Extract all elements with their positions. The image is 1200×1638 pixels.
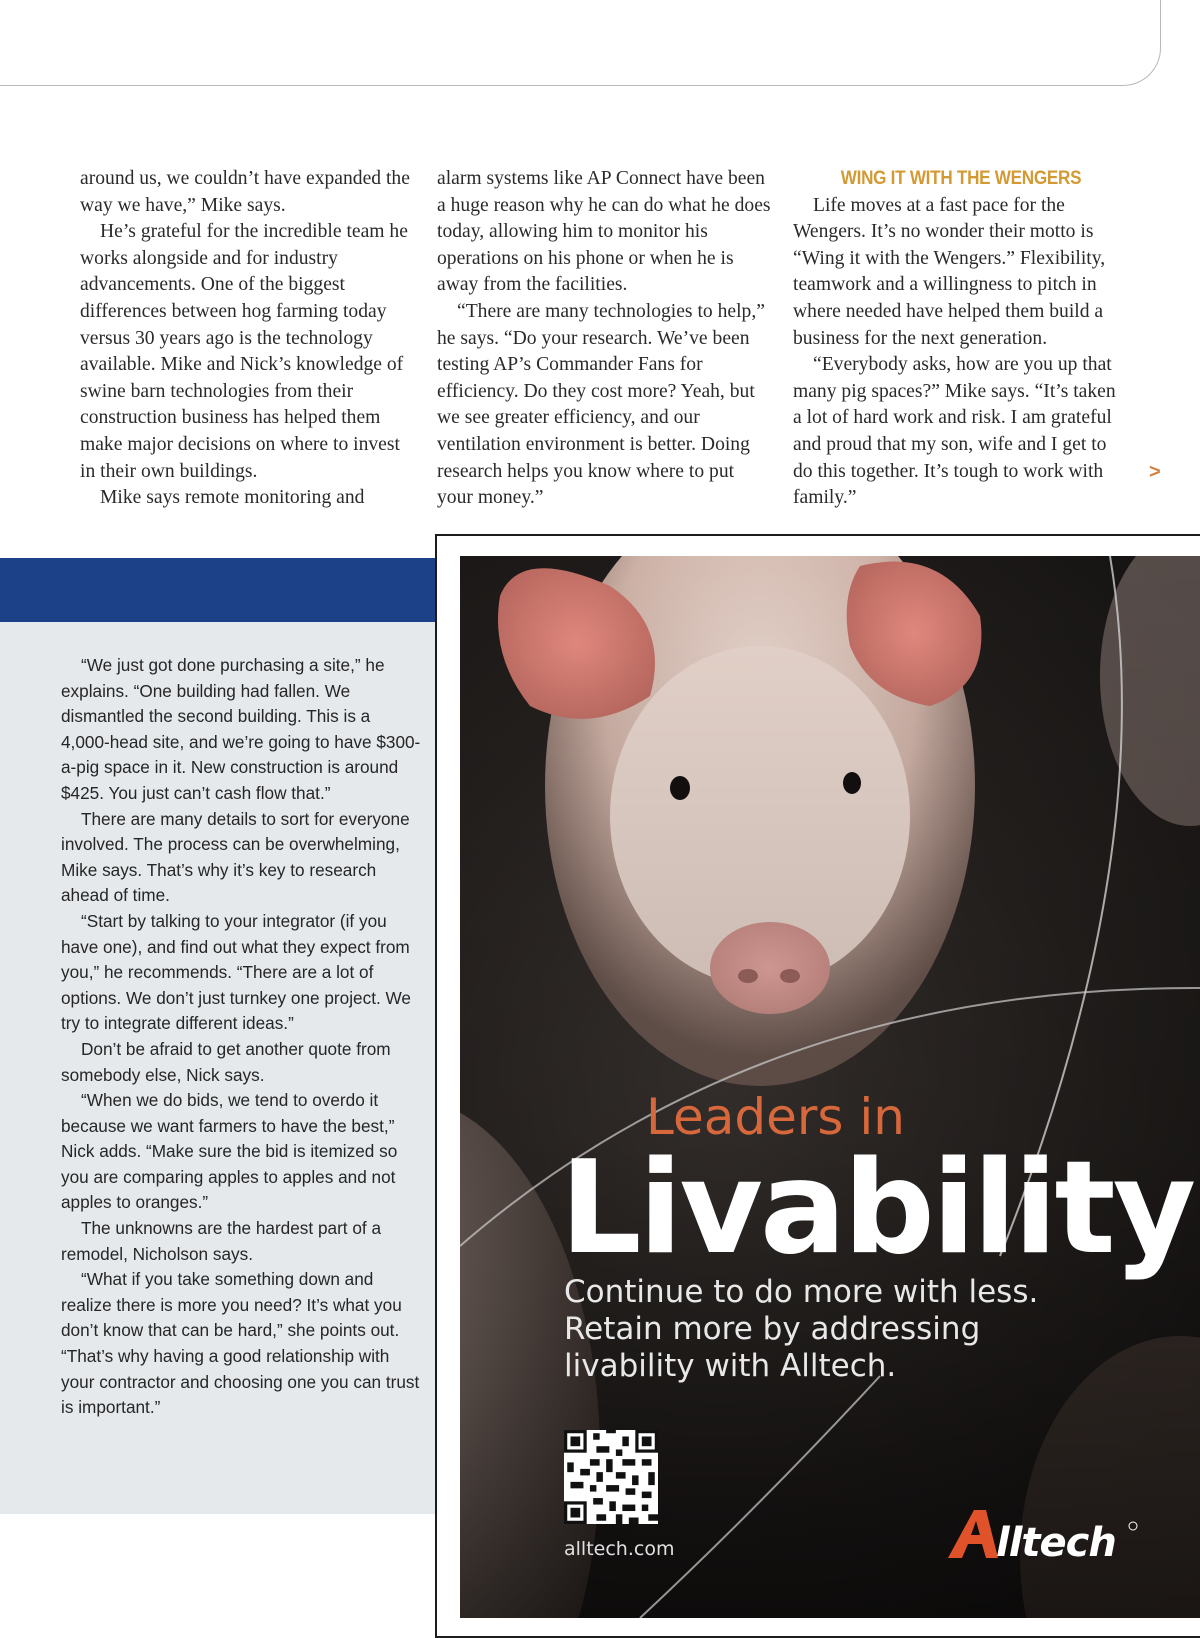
advertisement[interactable] [460, 556, 1200, 1618]
article-paragraph: alarm systems like AP Connect have been a huge reason why he can do what he does today, allowing him to monitor his operations on his phone or when he is away from the facilities. [437, 168, 771, 296]
article-paragraph: “There are many technologies to help,” he says. “Do your research. We’ve been testing AP’s Commander Fans for efficiency. Do they cost more? Yeah, but we see greater efficiency, and our ventilation environment is better. Doing research helps you know where to put your money.” [437, 300, 765, 509]
sidebar-paragraph: “Start by talking to your integrator (if you have one), and find out what they expect from you,” he recommends. “There are a lot of options. We don’t just turnkey one project. We try to integrate different ideas.” [61, 910, 411, 1034]
article-paragraph: He’s grateful for the incredible team he works alongside and for industry advancements. One of the biggest differences between hog farming today versus 30 years ago is the technology available. Mike and Nick’s knowledge of swine barn technologies from their construction business has helped them make major decisions on where to invest in their own buildings. [80, 221, 408, 482]
ad-body-line: livability with Alltech. [564, 1348, 897, 1384]
page-header-frame [0, 0, 1161, 86]
sidebar-paragraph: “What if you take something down and realize there is more you need? It’s what you don’t know that can be hard,” she points out. “That’s why having a good relationship with your contractor and choosing one you can trust is important.” [61, 1269, 420, 1418]
ad-headline: Livability [560, 1134, 1194, 1283]
article-paragraph: Life moves at a fast pace for the Wengers. It’s no wonder their motto is “Wing it with the Wengers.” Flexibility, teamwork and a willingness to pitch in where needed have helped them build a business for the next generation. [793, 194, 1106, 349]
sidebar-paragraph: The unknowns are the hardest part of a remodel, Nicholson says. [61, 1218, 382, 1264]
article-paragraph: Mike says remote monitoring and [100, 487, 365, 509]
ad-body [564, 1274, 1039, 1385]
article-column-3 [793, 166, 1129, 512]
ad-url-link[interactable]: alltech.com [564, 1538, 675, 1560]
ad-lead-text: Leaders in [646, 1088, 905, 1146]
ad-body-line: Retain more by addressing [564, 1311, 981, 1347]
alltech-logo-icon [940, 1504, 1140, 1564]
article-column-2 [437, 166, 773, 512]
sidebar-paragraph: Don’t be afraid to get another quote from somebody else, Nick says. [61, 1038, 391, 1085]
article-paragraph: around us, we couldn’t have expanded the way we have,” Mike says. [80, 168, 410, 216]
sidebar-paragraph: “When we do bids, we tend to overdo it because we want farmers to have the best,” Nick adds. “Make sure the bid is itemized so you are comparing apples to apples and not apples to oranges.” [61, 1090, 398, 1213]
qr-code-icon[interactable] [564, 1430, 658, 1524]
sidebar-text [61, 653, 421, 1421]
article-paragraph: “Everybody asks, how are you up that many pig spaces?” Mike says. “It’s taken a lot of hard work and risk. I am grateful and proud that my son, wife and I get to do this together. It’s tough to work with family.” [793, 354, 1116, 509]
sidebar-paragraph: “We just got done purchasing a site,” he explains. “One building had fallen. We dismantled the second building. This is a 4,000-head site, and we’re going to have $300-a-pig space in it. New construction is around $425. You just can’t cash flow that.” [61, 655, 421, 803]
sidebar-paragraph: There are many details to sort for everyone involved. The process can be overwhelming, Mike says. That’s why it’s key to research ahead of time. [61, 808, 410, 906]
svg-text:lltech: lltech [996, 1520, 1116, 1564]
sidebar-header-band [0, 558, 436, 622]
article-column-1 [80, 166, 416, 512]
ad-body-line: Continue to do more with less. [564, 1274, 1039, 1310]
continue-arrow-icon: > [1149, 461, 1161, 483]
section-heading: WING IT WITH THE WENGERS [840, 168, 1082, 189]
